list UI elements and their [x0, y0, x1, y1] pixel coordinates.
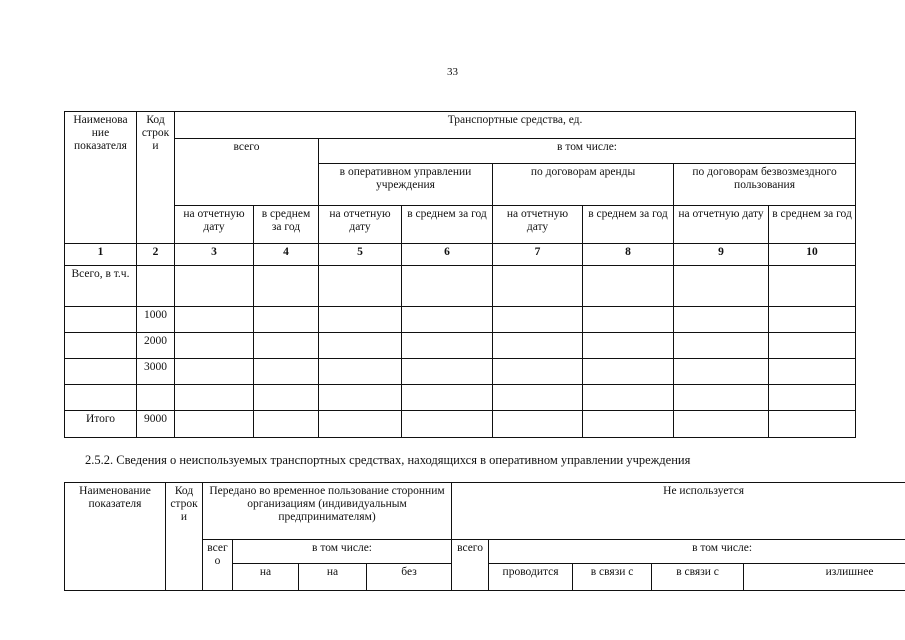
row-code: 1000 [137, 307, 175, 333]
col-header-including: в том числе: [319, 139, 856, 164]
col-number: 4 [254, 244, 319, 266]
data-cell[interactable] [493, 411, 583, 438]
data-cell[interactable] [175, 307, 254, 333]
data-cell[interactable] [254, 307, 319, 333]
data-cell[interactable] [175, 333, 254, 359]
data-cell[interactable] [493, 333, 583, 359]
data-cell[interactable] [254, 266, 319, 307]
data-cell[interactable] [769, 266, 856, 307]
table-row [65, 359, 856, 385]
sub-header-surplus: излишнее [744, 564, 905, 591]
data-cell[interactable] [175, 385, 254, 411]
data-cell[interactable] [402, 266, 493, 307]
data-cell[interactable] [254, 385, 319, 411]
data-cell[interactable] [769, 385, 856, 411]
data-cell[interactable] [254, 411, 319, 438]
row-name [65, 385, 137, 411]
sub-header-at-date: на отчетную дату [674, 206, 769, 244]
sub-header-at-date: на отчетную дату [319, 206, 402, 244]
data-cell[interactable] [674, 307, 769, 333]
col-number: 9 [674, 244, 769, 266]
data-cell[interactable] [254, 359, 319, 385]
data-cell[interactable] [769, 359, 856, 385]
sub-header-at-date: на отчетную дату [493, 206, 583, 244]
unused-transport-table [64, 482, 905, 591]
data-cell[interactable] [583, 359, 674, 385]
row-name [65, 359, 137, 385]
col-number: 7 [493, 244, 583, 266]
col-header-code: Код строк и [137, 112, 175, 244]
row-code [137, 266, 175, 307]
data-cell[interactable] [769, 307, 856, 333]
col-number: 6 [402, 244, 493, 266]
sub-header-avg-year: в среднем за год [402, 206, 493, 244]
data-cell[interactable] [402, 385, 493, 411]
table-row [65, 307, 856, 333]
row-code: 3000 [137, 359, 175, 385]
sub-header-due: в связи с [573, 564, 652, 591]
row-name [65, 333, 137, 359]
row-name [65, 307, 137, 333]
data-cell[interactable] [583, 385, 674, 411]
col-header-not-used: Не используется [452, 483, 905, 540]
data-cell[interactable] [674, 385, 769, 411]
col-header-name: Наименова ние показателя [65, 112, 137, 244]
data-cell[interactable] [674, 359, 769, 385]
transport-table [64, 111, 856, 438]
col-number: 2 [137, 244, 175, 266]
data-cell[interactable] [583, 333, 674, 359]
data-cell[interactable] [402, 411, 493, 438]
col-header-total: всег о [203, 540, 233, 591]
sub-header-on: на [299, 564, 367, 591]
col-header-total: всего [175, 139, 319, 206]
col-header-operative: в оперативном управлении учреждения [319, 164, 493, 206]
sub-header-conducted: проводится [489, 564, 573, 591]
data-cell[interactable] [674, 266, 769, 307]
table-row [65, 333, 856, 359]
data-cell[interactable] [583, 307, 674, 333]
col-header-name: Наименование показателя [65, 483, 166, 591]
data-cell[interactable] [319, 411, 402, 438]
row-name: Итого [65, 411, 137, 438]
sub-header-avg-year: в среднем за год [769, 206, 856, 244]
sub-header-due: в связи с [652, 564, 744, 591]
data-cell[interactable] [319, 307, 402, 333]
data-cell[interactable] [402, 333, 493, 359]
section-title: 2.5.2. Сведения о неиспользуемых транспортных средствах, находящихся в оперативном управлении учреждения [85, 453, 691, 467]
data-cell[interactable] [493, 359, 583, 385]
col-header-transport: Транспортные средства, ед. [175, 112, 856, 139]
data-cell[interactable] [175, 411, 254, 438]
col-header-free-use: по договорам безвозмездного пользования [674, 164, 856, 206]
data-cell[interactable] [319, 385, 402, 411]
col-header-lease: по договорам аренды [493, 164, 674, 206]
data-cell[interactable] [769, 411, 856, 438]
row-code [137, 385, 175, 411]
col-number: 8 [583, 244, 674, 266]
sub-header-avg-year: в среднем за год [254, 206, 319, 244]
data-cell[interactable] [493, 385, 583, 411]
data-cell[interactable] [175, 359, 254, 385]
data-cell[interactable] [402, 359, 493, 385]
data-cell[interactable] [175, 266, 254, 307]
data-cell[interactable] [319, 266, 402, 307]
sub-header-on: на [233, 564, 299, 591]
data-cell[interactable] [769, 333, 856, 359]
sub-header-without: без [367, 564, 452, 591]
page-number: 33 [447, 66, 458, 78]
col-number: 3 [175, 244, 254, 266]
col-header-transferred: Передано во временное пользование сторонним организациям (индивидуальным предпринимателям) [203, 483, 452, 540]
data-cell[interactable] [583, 266, 674, 307]
table-row [65, 385, 856, 411]
col-number: 10 [769, 244, 856, 266]
table-row [65, 411, 856, 438]
col-header-including-not-used: в том числе: [489, 540, 905, 564]
data-cell[interactable] [319, 333, 402, 359]
col-number: 5 [319, 244, 402, 266]
col-number: 1 [65, 244, 137, 266]
data-cell[interactable] [674, 333, 769, 359]
data-cell[interactable] [493, 266, 583, 307]
data-cell[interactable] [254, 333, 319, 359]
row-code: 2000 [137, 333, 175, 359]
data-cell[interactable] [674, 411, 769, 438]
row-name: Всего, в т.ч. [65, 266, 137, 307]
row-code: 9000 [137, 411, 175, 438]
sub-header-avg-year: в среднем за год [583, 206, 674, 244]
col-header-total-not-used: всего [452, 540, 489, 591]
data-cell[interactable] [583, 411, 674, 438]
col-header-including: в том числе: [233, 540, 452, 564]
table-row [65, 266, 856, 307]
col-header-code: Код строк и [166, 483, 203, 591]
data-cell[interactable] [493, 307, 583, 333]
data-cell[interactable] [319, 359, 402, 385]
data-cell[interactable] [402, 307, 493, 333]
sub-header-at-date: на отчетную дату [175, 206, 254, 244]
